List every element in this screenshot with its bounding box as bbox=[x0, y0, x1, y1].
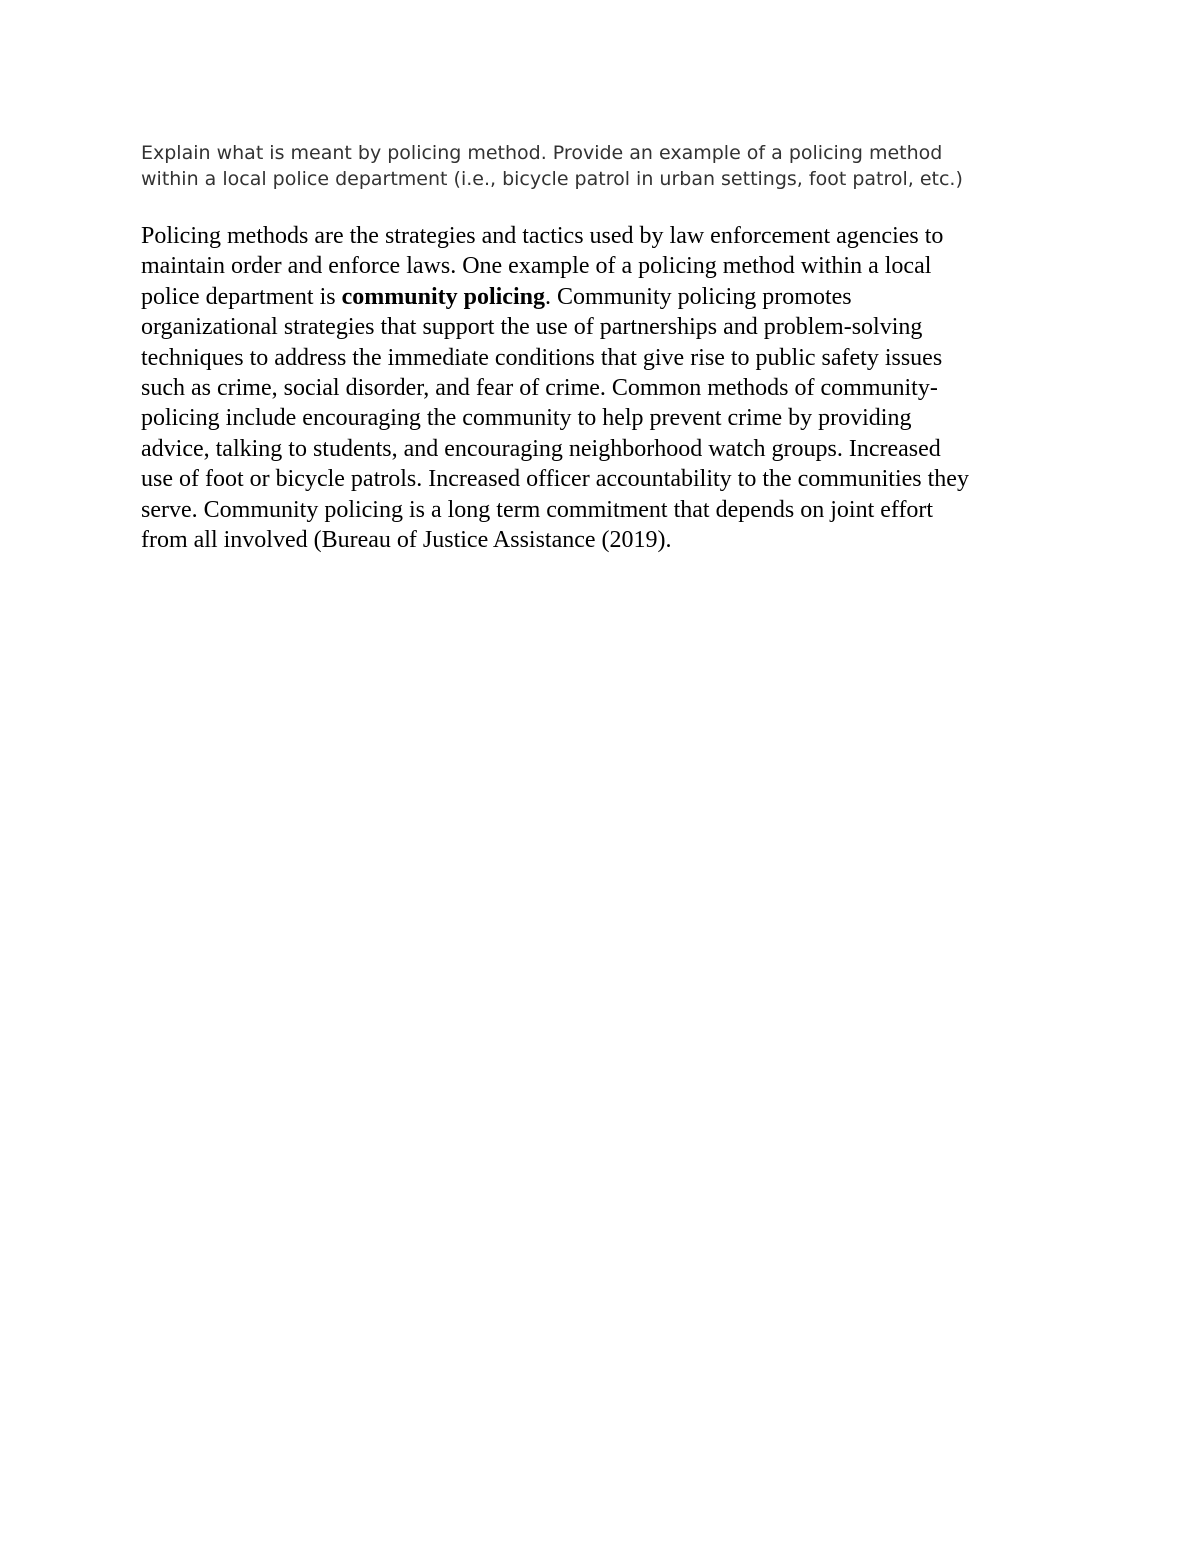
answer-line: from all involved (Bureau of Justice Assistance (2019). bbox=[141, 527, 672, 554]
answer-line-segment: police department is bbox=[141, 283, 342, 310]
answer-line: techniques to address the immediate conditions that give rise to public safety issues bbox=[141, 344, 943, 371]
answer-line: maintain order and enforce laws. One example of a policing method within a local bbox=[141, 253, 932, 280]
answer-line: Policing methods are the strategies and tactics used by law enforcement agencies to bbox=[141, 223, 944, 249]
answer-line: organizational strategies that support the use of partnerships and problem-solving bbox=[141, 314, 923, 341]
answer-line: such as crime, social disorder, and fear of crime. Common methods of community- bbox=[141, 375, 938, 402]
answer-line: use of foot or bicycle patrols. Increased officer accountability to the communities they bbox=[141, 466, 969, 493]
answer-line-segment: . Community policing promotes bbox=[544, 283, 852, 310]
question-text bbox=[141, 140, 1061, 192]
question-line: within a local police department (i.e., bicycle patrol in urban settings, foot patrol, etc.) bbox=[141, 168, 963, 190]
answer-line: advice, talking to students, and encouraging neighborhood watch groups. Increased bbox=[141, 435, 941, 462]
bold-term: community policing bbox=[341, 283, 545, 310]
answer-line: serve. Community policing is a long term commitment that depends on joint effort bbox=[141, 496, 934, 523]
question-line: Explain what is meant by policing method. Provide an example of a policing method bbox=[141, 142, 943, 164]
answer-paragraph bbox=[141, 221, 1061, 555]
answer-line: policing include encouraging the community to help prevent crime by providing bbox=[141, 405, 912, 432]
